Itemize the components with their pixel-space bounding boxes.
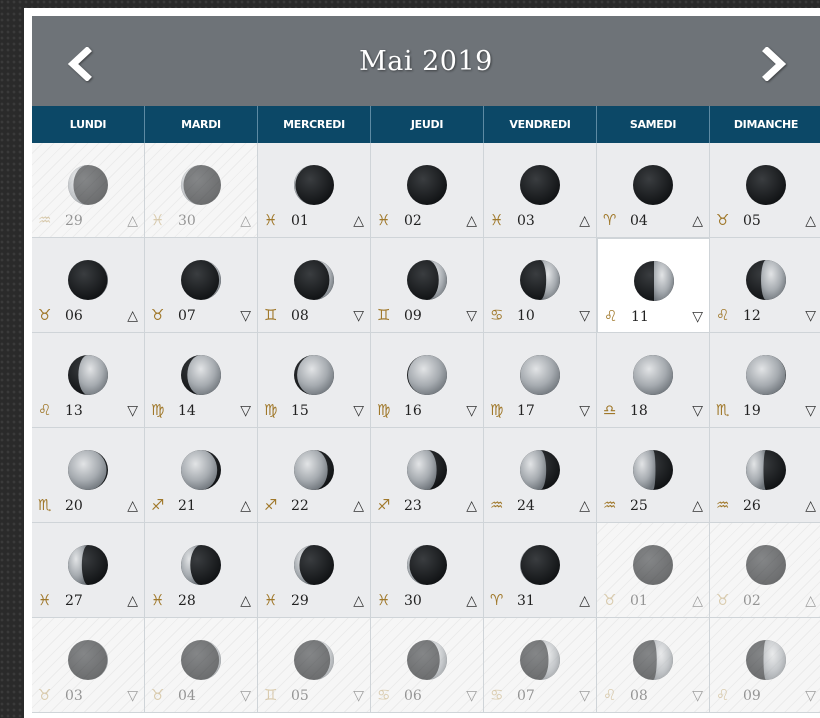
ascending-moon-icon: △ bbox=[127, 308, 138, 324]
day-cell[interactable] bbox=[597, 428, 710, 523]
day-cell[interactable] bbox=[258, 143, 371, 238]
day-cell-today[interactable] bbox=[597, 238, 710, 333]
zodiac-sign-icon: ♊ bbox=[377, 306, 391, 324]
moon-phase-icon bbox=[405, 353, 449, 397]
day-number: 21 bbox=[178, 498, 196, 514]
zodiac-sign-icon: ♍ bbox=[377, 401, 391, 419]
descending-moon-icon: ▽ bbox=[127, 688, 138, 704]
zodiac-sign-icon: ♈ bbox=[603, 211, 617, 229]
zodiac-sign-icon: ♒ bbox=[38, 211, 52, 229]
descending-moon-icon: ▽ bbox=[240, 308, 251, 324]
day-cell[interactable] bbox=[258, 333, 371, 428]
day-cell[interactable] bbox=[32, 143, 145, 238]
day-cell[interactable] bbox=[484, 143, 597, 238]
day-number: 04 bbox=[630, 213, 648, 229]
day-cell[interactable] bbox=[258, 523, 371, 618]
weekday-thursday: JEUDI bbox=[371, 106, 484, 143]
day-number: 30 bbox=[178, 213, 196, 229]
moon-phase-icon bbox=[744, 163, 788, 207]
day-number: 08 bbox=[630, 688, 648, 704]
zodiac-sign-icon: ♓ bbox=[264, 591, 278, 609]
descending-moon-icon: ▽ bbox=[353, 403, 364, 419]
day-cell[interactable] bbox=[484, 618, 597, 713]
ascending-moon-icon: △ bbox=[353, 213, 364, 229]
day-number: 06 bbox=[65, 308, 83, 324]
moon-phase-icon bbox=[744, 638, 788, 682]
weekday-sunday: DIMANCHE bbox=[710, 106, 820, 143]
zodiac-sign-icon: ♋ bbox=[490, 686, 504, 704]
day-cell[interactable] bbox=[371, 523, 484, 618]
calendar-header bbox=[32, 16, 820, 106]
day-cell[interactable] bbox=[484, 238, 597, 333]
day-number: 26 bbox=[743, 498, 761, 514]
zodiac-sign-icon: ♒ bbox=[716, 496, 730, 514]
day-cell[interactable] bbox=[597, 333, 710, 428]
moon-phase-icon bbox=[518, 543, 562, 587]
day-number: 24 bbox=[517, 498, 535, 514]
day-number: 18 bbox=[630, 403, 648, 419]
zodiac-sign-icon: ♉ bbox=[38, 306, 52, 324]
chevron-right-icon bbox=[757, 47, 791, 81]
day-cell[interactable] bbox=[484, 428, 597, 523]
moon-phase-icon bbox=[292, 258, 336, 302]
day-number: 30 bbox=[404, 593, 422, 609]
day-cell[interactable] bbox=[258, 618, 371, 713]
day-cell[interactable] bbox=[484, 523, 597, 618]
ascending-moon-icon: △ bbox=[579, 593, 590, 609]
ascending-moon-icon: △ bbox=[353, 498, 364, 514]
day-number: 11 bbox=[631, 309, 649, 325]
moon-phase-icon bbox=[179, 353, 223, 397]
ascending-moon-icon: △ bbox=[805, 498, 816, 514]
day-number: 05 bbox=[743, 213, 761, 229]
day-number: 09 bbox=[404, 308, 422, 324]
day-number: 29 bbox=[65, 213, 83, 229]
descending-moon-icon: ▽ bbox=[240, 403, 251, 419]
descending-moon-icon: ▽ bbox=[353, 308, 364, 324]
day-cell[interactable] bbox=[145, 143, 258, 238]
moon-phase-icon bbox=[292, 163, 336, 207]
moon-phase-icon bbox=[179, 638, 223, 682]
moon-phase-icon bbox=[405, 448, 449, 492]
moon-phase-icon bbox=[518, 353, 562, 397]
descending-moon-icon: ▽ bbox=[692, 688, 703, 704]
zodiac-sign-icon: ♓ bbox=[377, 211, 391, 229]
day-number: 10 bbox=[517, 308, 535, 324]
moon-phase-icon bbox=[518, 258, 562, 302]
day-number: 03 bbox=[517, 213, 535, 229]
zodiac-sign-icon: ♈ bbox=[490, 591, 504, 609]
ascending-moon-icon: △ bbox=[692, 213, 703, 229]
zodiac-sign-icon: ♐ bbox=[151, 496, 165, 514]
day-number: 25 bbox=[630, 498, 648, 514]
moon-phase-icon bbox=[405, 163, 449, 207]
zodiac-sign-icon: ♊ bbox=[264, 306, 278, 324]
moon-phase-icon bbox=[66, 543, 110, 587]
zodiac-sign-icon: ♉ bbox=[716, 591, 730, 609]
day-cell[interactable] bbox=[710, 618, 820, 713]
moon-phase-icon bbox=[405, 258, 449, 302]
weekday-header-row bbox=[32, 106, 820, 143]
day-cell[interactable] bbox=[32, 618, 145, 713]
day-cell[interactable] bbox=[484, 333, 597, 428]
descending-moon-icon: ▽ bbox=[240, 688, 251, 704]
day-cell[interactable] bbox=[597, 618, 710, 713]
zodiac-sign-icon: ♐ bbox=[264, 496, 278, 514]
day-cell[interactable] bbox=[597, 523, 710, 618]
descending-moon-icon: ▽ bbox=[805, 688, 816, 704]
day-cell[interactable] bbox=[32, 523, 145, 618]
day-number: 14 bbox=[178, 403, 196, 419]
zodiac-sign-icon: ♍ bbox=[151, 401, 165, 419]
prev-month-button[interactable] bbox=[60, 44, 100, 84]
day-number: 28 bbox=[178, 593, 196, 609]
day-number: 27 bbox=[65, 593, 83, 609]
descending-moon-icon: ▽ bbox=[579, 308, 590, 324]
day-cell[interactable] bbox=[145, 428, 258, 523]
day-number: 01 bbox=[630, 593, 648, 609]
moon-phase-icon bbox=[66, 638, 110, 682]
day-cell[interactable] bbox=[145, 333, 258, 428]
month-title: Mai 2019 bbox=[359, 45, 493, 77]
weekday-saturday: SAMEDI bbox=[597, 106, 710, 143]
zodiac-sign-icon: ♓ bbox=[151, 211, 165, 229]
ascending-moon-icon: △ bbox=[805, 593, 816, 609]
day-cell[interactable] bbox=[371, 143, 484, 238]
chevron-left-icon bbox=[63, 47, 97, 81]
moon-phase-icon bbox=[518, 638, 562, 682]
zodiac-sign-icon: ♌ bbox=[716, 686, 730, 704]
zodiac-sign-icon: ♎ bbox=[603, 401, 617, 419]
day-cell[interactable] bbox=[710, 333, 820, 428]
zodiac-sign-icon: ♌ bbox=[604, 307, 618, 325]
ascending-moon-icon: △ bbox=[692, 593, 703, 609]
day-number: 01 bbox=[291, 213, 309, 229]
descending-moon-icon: ▽ bbox=[466, 403, 477, 419]
day-number: 19 bbox=[743, 403, 761, 419]
moon-phase-icon bbox=[292, 353, 336, 397]
ascending-moon-icon: △ bbox=[805, 213, 816, 229]
moon-phase-icon bbox=[179, 448, 223, 492]
moon-phase-icon bbox=[518, 448, 562, 492]
ascending-moon-icon: △ bbox=[466, 593, 477, 609]
zodiac-sign-icon: ♓ bbox=[151, 591, 165, 609]
day-cell[interactable] bbox=[597, 143, 710, 238]
zodiac-sign-icon: ♐ bbox=[377, 496, 391, 514]
moon-phase-icon bbox=[631, 353, 675, 397]
day-number: 02 bbox=[743, 593, 761, 609]
weekday-monday: LUNDI bbox=[32, 106, 145, 143]
descending-moon-icon: ▽ bbox=[805, 308, 816, 324]
day-number: 23 bbox=[404, 498, 422, 514]
descending-moon-icon: ▽ bbox=[692, 403, 703, 419]
moon-phase-icon bbox=[179, 543, 223, 587]
ascending-moon-icon: △ bbox=[127, 593, 138, 609]
day-cell[interactable] bbox=[371, 238, 484, 333]
descending-moon-icon: ▽ bbox=[805, 403, 816, 419]
day-number: 15 bbox=[291, 403, 309, 419]
moon-phase-icon bbox=[744, 448, 788, 492]
moon-phase-icon bbox=[66, 258, 110, 302]
day-cell[interactable] bbox=[32, 333, 145, 428]
day-cell[interactable] bbox=[710, 523, 820, 618]
zodiac-sign-icon: ♒ bbox=[603, 496, 617, 514]
day-number: 31 bbox=[517, 593, 535, 609]
zodiac-sign-icon: ♉ bbox=[603, 591, 617, 609]
day-number: 02 bbox=[404, 213, 422, 229]
zodiac-sign-icon: ♌ bbox=[716, 306, 730, 324]
day-cell[interactable] bbox=[371, 428, 484, 523]
day-number: 06 bbox=[404, 688, 422, 704]
moon-phase-icon bbox=[632, 259, 676, 303]
ascending-moon-icon: △ bbox=[127, 498, 138, 514]
zodiac-sign-icon: ♓ bbox=[490, 211, 504, 229]
moon-phase-icon bbox=[179, 258, 223, 302]
moon-phase-icon bbox=[405, 543, 449, 587]
descending-moon-icon: ▽ bbox=[466, 688, 477, 704]
zodiac-sign-icon: ♌ bbox=[38, 401, 52, 419]
calendar-day-grid bbox=[32, 143, 820, 718]
zodiac-sign-icon: ♌ bbox=[603, 686, 617, 704]
day-cell[interactable] bbox=[710, 428, 820, 523]
day-cell[interactable] bbox=[258, 428, 371, 523]
moon-phase-icon bbox=[631, 163, 675, 207]
zodiac-sign-icon: ♉ bbox=[151, 686, 165, 704]
ascending-moon-icon: △ bbox=[466, 213, 477, 229]
zodiac-sign-icon: ♍ bbox=[264, 401, 278, 419]
day-number: 20 bbox=[65, 498, 83, 514]
moon-phase-icon bbox=[179, 163, 223, 207]
descending-moon-icon: ▽ bbox=[127, 403, 138, 419]
day-cell[interactable] bbox=[145, 523, 258, 618]
moon-phase-icon bbox=[744, 258, 788, 302]
moon-phase-icon bbox=[405, 638, 449, 682]
ascending-moon-icon: △ bbox=[579, 213, 590, 229]
ascending-moon-icon: △ bbox=[240, 213, 251, 229]
day-number: 03 bbox=[65, 688, 83, 704]
day-cell[interactable] bbox=[710, 143, 820, 238]
day-number: 07 bbox=[517, 688, 535, 704]
descending-moon-icon: ▽ bbox=[466, 308, 477, 324]
day-cell[interactable] bbox=[145, 238, 258, 333]
day-cell[interactable] bbox=[145, 618, 258, 713]
zodiac-sign-icon: ♓ bbox=[38, 591, 52, 609]
day-cell[interactable] bbox=[710, 238, 820, 333]
moon-phase-icon bbox=[66, 163, 110, 207]
zodiac-sign-icon: ♋ bbox=[377, 686, 391, 704]
zodiac-sign-icon: ♒ bbox=[490, 496, 504, 514]
moon-phase-icon bbox=[744, 353, 788, 397]
day-number: 29 bbox=[291, 593, 309, 609]
ascending-moon-icon: △ bbox=[353, 593, 364, 609]
zodiac-sign-icon: ♏ bbox=[716, 401, 730, 419]
day-number: 16 bbox=[404, 403, 422, 419]
descending-moon-icon: ▽ bbox=[579, 403, 590, 419]
ascending-moon-icon: △ bbox=[127, 213, 138, 229]
day-cell[interactable] bbox=[258, 238, 371, 333]
ascending-moon-icon: △ bbox=[579, 498, 590, 514]
day-number: 17 bbox=[517, 403, 535, 419]
day-cell[interactable] bbox=[371, 333, 484, 428]
zodiac-sign-icon: ♉ bbox=[38, 686, 52, 704]
day-cell[interactable] bbox=[32, 238, 145, 333]
weekday-friday: VENDREDI bbox=[484, 106, 597, 143]
day-number: 08 bbox=[291, 308, 309, 324]
moon-phase-icon bbox=[66, 448, 110, 492]
descending-moon-icon: ▽ bbox=[692, 309, 703, 325]
day-number: 05 bbox=[291, 688, 309, 704]
day-number: 04 bbox=[178, 688, 196, 704]
ascending-moon-icon: △ bbox=[240, 593, 251, 609]
moon-phase-icon bbox=[744, 543, 788, 587]
moon-phase-icon bbox=[292, 543, 336, 587]
day-number: 07 bbox=[178, 308, 196, 324]
zodiac-sign-icon: ♏ bbox=[38, 496, 52, 514]
weekday-wednesday: MERCREDI bbox=[258, 106, 371, 143]
moon-phase-icon bbox=[631, 543, 675, 587]
ascending-moon-icon: △ bbox=[240, 498, 251, 514]
day-number: 22 bbox=[291, 498, 309, 514]
zodiac-sign-icon: ♓ bbox=[377, 591, 391, 609]
moon-calendar bbox=[24, 8, 820, 718]
moon-phase-icon bbox=[292, 448, 336, 492]
ascending-moon-icon: △ bbox=[692, 498, 703, 514]
moon-phase-icon bbox=[292, 638, 336, 682]
zodiac-sign-icon: ♉ bbox=[151, 306, 165, 324]
moon-phase-icon bbox=[66, 353, 110, 397]
zodiac-sign-icon: ♊ bbox=[264, 686, 278, 704]
zodiac-sign-icon: ♍ bbox=[490, 401, 504, 419]
weekday-tuesday: MARDI bbox=[145, 106, 258, 143]
next-month-button[interactable] bbox=[754, 44, 794, 84]
descending-moon-icon: ▽ bbox=[579, 688, 590, 704]
zodiac-sign-icon: ♋ bbox=[490, 306, 504, 324]
ascending-moon-icon: △ bbox=[466, 498, 477, 514]
zodiac-sign-icon: ♓ bbox=[264, 211, 278, 229]
day-number: 13 bbox=[65, 403, 83, 419]
day-cell[interactable] bbox=[371, 618, 484, 713]
moon-phase-icon bbox=[631, 448, 675, 492]
moon-phase-icon bbox=[518, 163, 562, 207]
zodiac-sign-icon: ♉ bbox=[716, 211, 730, 229]
moon-phase-icon bbox=[631, 638, 675, 682]
day-cell[interactable] bbox=[32, 428, 145, 523]
day-number: 12 bbox=[743, 308, 761, 324]
day-number: 09 bbox=[743, 688, 761, 704]
descending-moon-icon: ▽ bbox=[353, 688, 364, 704]
